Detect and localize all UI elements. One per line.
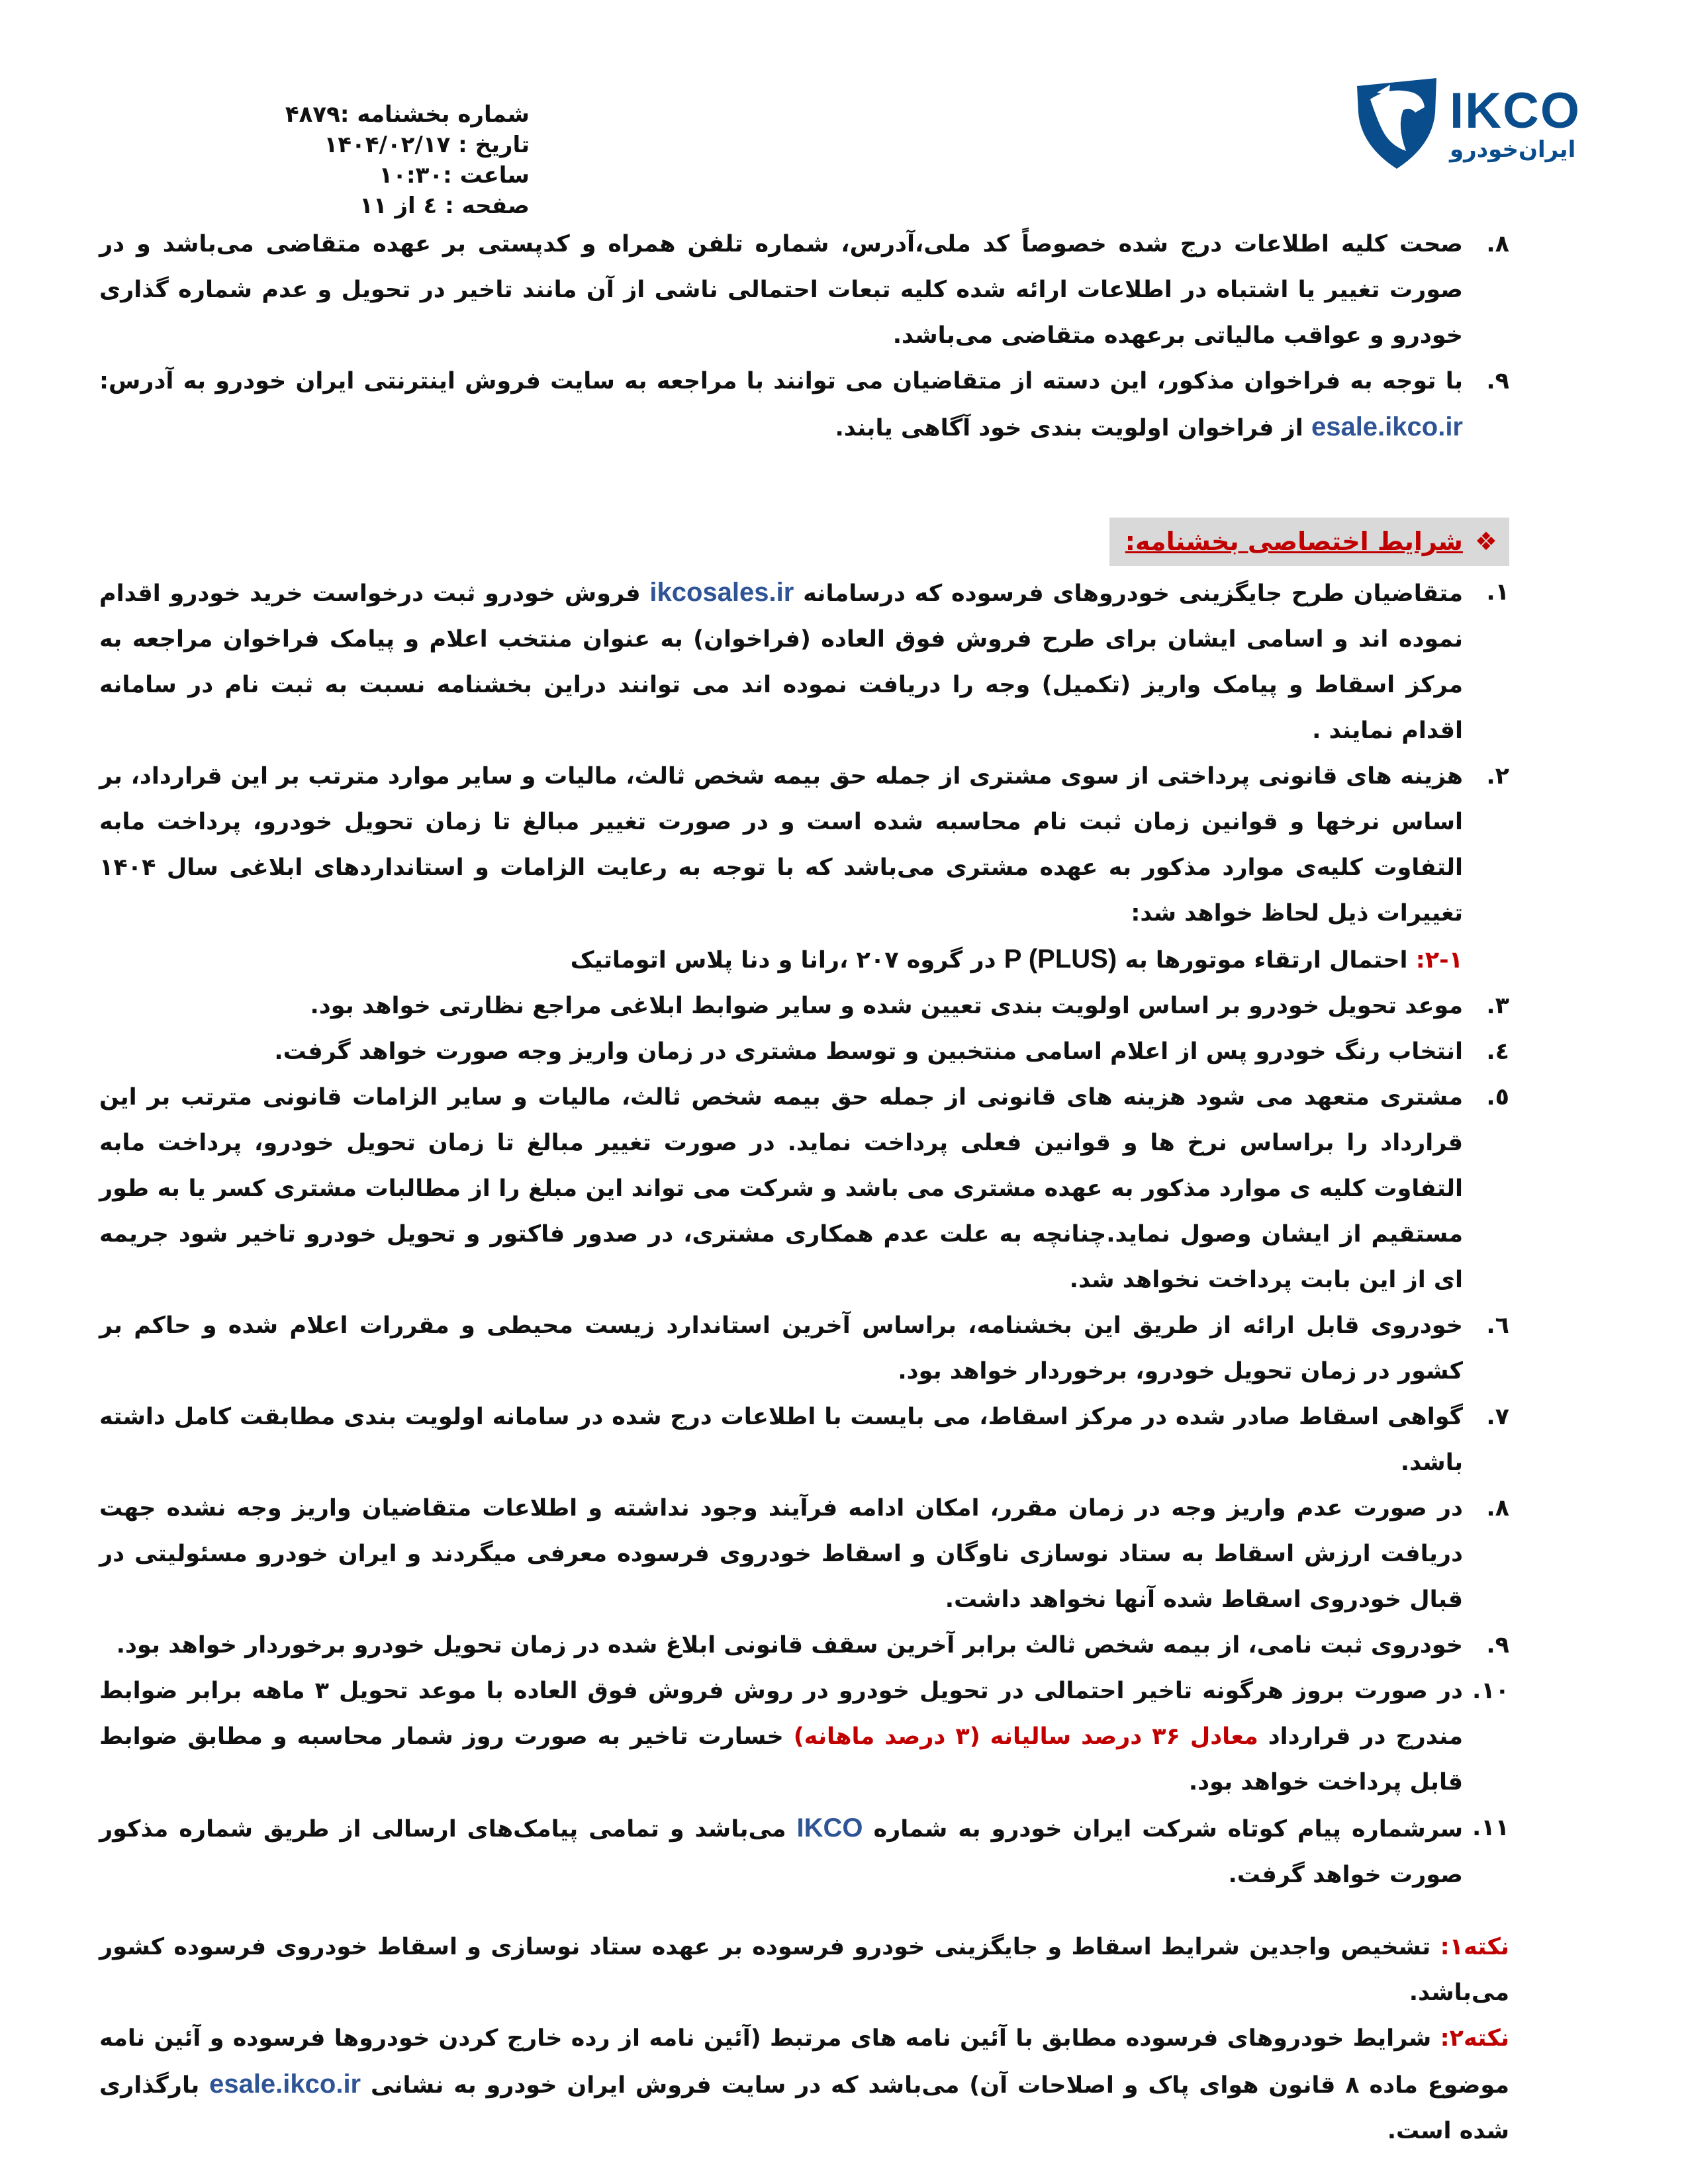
list-item	[99, 754, 1509, 936]
item-number: ۷.	[1486, 1404, 1509, 1430]
list-item	[99, 1029, 1509, 1075]
item-text: در صورت عدم واریز وجه در زمان مقرر، امکان ادامه فرآیند وجود نداشته و اطلاعات متقاضیان واریز وجه نشده جهت دریافت ارزش اسقاط به ستاد نوسازی ناوگان و اسقاط خودروی فرسوده معرفی میگردند و ایران خودرو مسئولیتی در قبال خودروی اسقاط شده آنها نخواهد داشت.	[99, 1495, 1463, 1613]
item-text: خودروی ثبت نامی، از بیمه شخص ثالث برابر آخرین سقف قانونی ابلاغ شده در زمان تحویل خودرو برخوردار خواهد بود.	[116, 1632, 1463, 1659]
sub-list-item	[99, 936, 1509, 983]
item-text: صحت کلیه اطلاعات درج شده خصوصاً کد ملی،آدرس، شماره تلفن همراه و کدپستی بر عهده متقاضی می‌باشد و در صورت تغییر یا اشتباه در اطلاعات ارائه شده کلیه تبعات احتمالی ناشی از آن مانند تاخیر در تحویل و عدم شماره گذاری خودرو و عواقب مالیاتی برعهده متقاضی می‌باشد.	[99, 231, 1463, 349]
list-item	[99, 1805, 1509, 1898]
note-text: شرایط خودروهای فرسوده مطابق با آئین نامه های مرتبط (آئین نامه از رده خارج کردن خودروها فرسوده و آئین نامه موضوع ماده ۸ قانون هوای پاک و اصلاحات آن) می‌باشد که در سایت فروش ایران خودرو به نشانی	[99, 2025, 1510, 2099]
item-text: متقاضیان طرح جایگزینی خودروهای فرسوده که درسامانه	[803, 580, 1464, 607]
item-text: مشتری متعهد می شود هزینه های قانونی از جمله حق بیمه شخص ثالث، مالیات و سایر الزامات قانونی مترتب بر این قرارداد را براساس نرخ ها و قوانین فعلی پرداخت نماید. در صورت تغییر مبالغ تا زمان تحویل خودرو، پرداخت مابه التفاوت کلیه ی موارد مذکور به عهده مشتری می باشد و شرکت می تواند این مبلغ را از مطالبات مشتری کسر یا به طور مستقیم از ایشان وصول نماید.چنانچه به علت عدم همکاری مشتری، در صدور فاکتور و تحویل خودرو تاخیر شود جریمه ای از این بابت پرداخت نخواهد شد.	[99, 1084, 1463, 1293]
sms-sender-ikco: IKCO	[796, 1813, 863, 1843]
sub-item-label: ۲-۱:	[1415, 947, 1463, 974]
item-number: ۱۱.	[1472, 1815, 1509, 1841]
item-number: ٦.	[1486, 1312, 1509, 1339]
item-number: ۹.	[1486, 368, 1509, 394]
item-text: در صورت بروز هرگونه تاخیر احتمالی در تحویل خودرو در روش فروش فوق العاده با موعد تحویل ۳ ماهه برابر ضوابط مندرج در قرارداد	[99, 1678, 1464, 1750]
list-item	[99, 359, 1509, 451]
note-item	[99, 1925, 1509, 2016]
item-text: با توجه به فراخوان مذکور، این دسته از متقاضیان می توانند با مراجعه به سایت فروش اینترنتی ایران خودرو به آدرس:	[99, 368, 1463, 394]
esale-link[interactable]: esale.ikco.ir	[1311, 412, 1463, 441]
circular-number: شماره بخشنامه :۴۸۷۹	[285, 101, 530, 128]
note-label: نکته۱:	[1440, 1934, 1509, 1960]
item-number: ٥.	[1486, 1084, 1509, 1111]
sub-item-text: احتمال ارتقاء موتورها به	[1125, 947, 1408, 974]
section-title: شرایط اختصاصی بخشنامه:	[1125, 527, 1463, 556]
item-text: خسارت تاخیر به صورت روز شمار محاسبه و مطابق ضوابط قابل پرداخت خواهد بود.	[99, 1723, 1463, 1796]
late-penalty-rate: معادل ۳۶ درصد سالیانه (۳ درصد ماهانه)	[793, 1723, 1258, 1750]
esale-link[interactable]: esale.ikco.ir	[209, 2070, 361, 2099]
list-item	[99, 1486, 1509, 1623]
item-text: سرشماره پیام کوتاه شرکت ایران خودرو به شماره	[873, 1816, 1464, 1843]
section-heading	[1109, 518, 1509, 566]
item-text: از فراخوان اولویت بندی خود آگاهی یابند.	[835, 415, 1303, 441]
list-item	[99, 1394, 1509, 1486]
ikco-logo	[1350, 73, 1615, 172]
list-item	[99, 1668, 1509, 1805]
item-text: خودروی قابل ارائه از طریق این بخشنامه، براساس آخرین استاندارد زیست محیطی و مقررات اعلام شده و حاکم بر کشور در زمان تحویل خودرو، برخوردار خواهد بود.	[99, 1312, 1463, 1385]
spacer	[99, 1898, 1509, 1925]
ikcosales-link[interactable]: ikcosales.ir	[649, 578, 794, 607]
item-text: انتخاب رنگ خودرو پس از اعلام اسامی منتخبین و توسط مشتری در زمان واریز وجه صورت خواهد گرفت.	[274, 1038, 1463, 1065]
item-number: ۸.	[1486, 231, 1509, 257]
circular-meta	[119, 99, 530, 221]
item-text: هزینه های قانونی پرداختی از سوی مشتری از جمله حق بیمه شخص ثالث، مالیات و سایر موارد مترتب بر این قرارداد، بر اساس نرخها و قوانین زمان ثبت نام محاسبه شده است و در صورت تغییر مبالغ تا زمان تحویل خودرو، پرداخت مابه التفاوت کلیه‌ی موارد مذکور به عهده مشتری می‌باشد که با توجه به رعایت الزامات و استانداردهای ابلاغی سال ۱۴۰۴ تغییرات ذیل لحاظ خواهد شد:	[99, 763, 1463, 927]
item-text: گواهی اسقاط صادر شده در مرکز اسقاط، می بایست با اطلاعات درج شده در سامانه اولویت بندی مطابقت کامل داشته باشد.	[99, 1404, 1463, 1476]
note-text: تشخیص واجدین شرایط اسقاط و جایگزینی خودرو فرسوده بر عهده ستاد نوسازی و اسقاط خودروی فرسوده کشور می‌باشد.	[99, 1934, 1509, 2006]
item-number: ۱.	[1486, 579, 1509, 606]
item-text: می‌باشد و تمامی پیامک‌های ارسالی از طریق شماره مذکور صورت خواهد گرفت.	[99, 1816, 1463, 1888]
note-item	[99, 2016, 1509, 2154]
item-number: ٤.	[1486, 1038, 1509, 1065]
item-number: ۹.	[1486, 1632, 1509, 1659]
circular-time: ساعت :۱۰:۳۰	[379, 162, 530, 189]
page-number: صفحه : ٤ از ۱۱	[359, 193, 530, 219]
section-heading-wrap	[99, 518, 1509, 566]
circular-date: تاریخ : ۱۴۰۴/۰۲/۱۷	[324, 132, 530, 158]
sub-item-text: در گروه ۲۰۷ ،رانا و دنا پلاس اتوماتیک	[570, 947, 996, 974]
list-item	[99, 1075, 1509, 1303]
engine-plus-label: P (PLUS)	[1004, 944, 1117, 974]
diamond-bullet-icon: ❖	[1474, 527, 1497, 556]
item-text: فروش خودرو ثبت درخواست خرید خودرو اقدام نموده اند و اسامی ایشان برای طرح فروش فوق العاده (فراخوان) به عنوان منتخب اعلام و پیامک فراخوان مراجعه به مرکز اسقاط و پیامک واریز (تکمیل) وجه را دریافت نموده اند می توانند دراین بخشنامه نسبت به ثبت نام در سامانه اقدام نمایند .	[99, 580, 1463, 744]
horse-head-icon	[1350, 73, 1443, 172]
item-text: موعد تحویل خودرو بر اساس اولویت بندی تعیین شده و سایر ضوابط ابلاغی مراجع نظارتی خواهد بود.	[310, 993, 1463, 1019]
logo-text: IKCO	[1450, 83, 1581, 139]
list-item	[99, 1303, 1509, 1394]
item-number: ۱۰.	[1472, 1678, 1509, 1704]
list-item	[99, 222, 1509, 359]
note-label: نکته۲:	[1440, 2025, 1509, 2052]
list-item	[99, 570, 1509, 754]
item-number: ۸.	[1486, 1495, 1509, 1522]
note-text: بارگذاری شده است.	[99, 2072, 1509, 2144]
item-number: ۳.	[1486, 993, 1509, 1019]
list-item	[99, 983, 1509, 1029]
item-number: ۲.	[1486, 763, 1509, 790]
list-item	[99, 1623, 1509, 1668]
logo-subtext: ایران‌خودرو	[1450, 136, 1576, 163]
document-body	[99, 222, 1509, 2154]
